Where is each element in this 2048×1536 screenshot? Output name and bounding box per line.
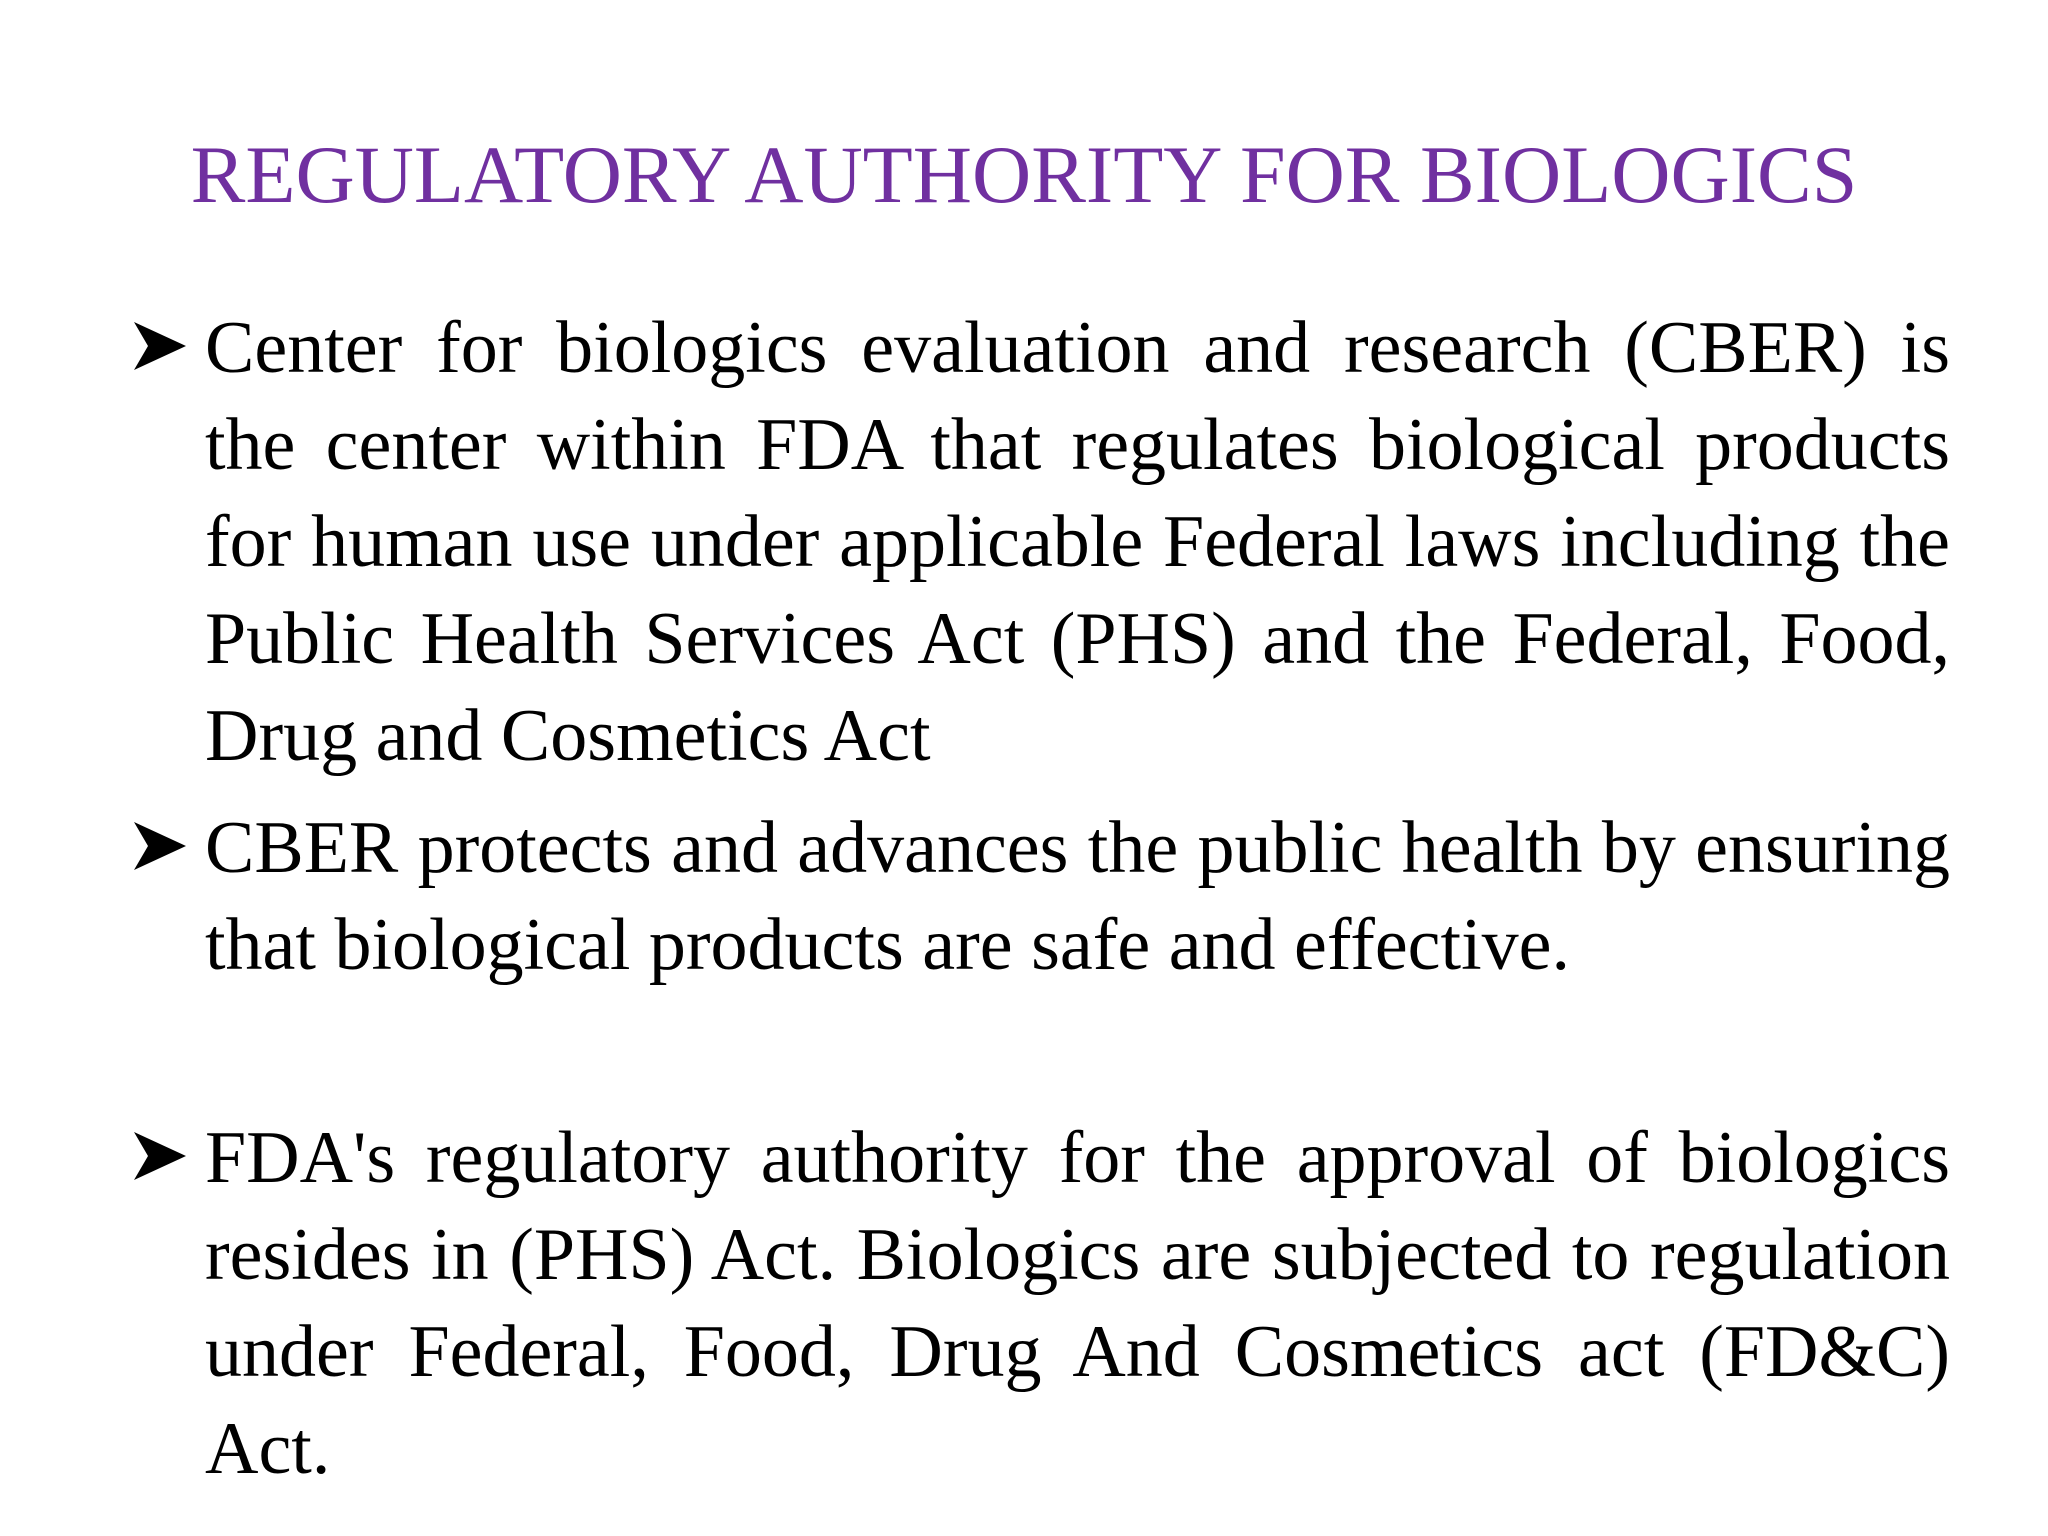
arrow-bullet-icon (128, 814, 192, 878)
bullet-text: Center for biologics evaluation and research (CBER) is the center within FDA that regulates biological products for human use under applicable Federal laws including the Public Health Services Act (PHS) and the Federal, Food, Drug and Cosmetics Act (205, 307, 1950, 777)
arrow-bullet-icon (128, 1124, 192, 1188)
slide-title: REGULATORY AUTHORITY FOR BIOLOGICS (190, 129, 1858, 220)
bullet-text: FDA's regulatory authority for the approval of biologics resides in (PHS) Act. Biologics are subjected to regulation under Federal, Food, Drug And Cosmetics act (FD&C) Act. (205, 1117, 1950, 1490)
arrow-bullet-icon (128, 314, 192, 378)
bullet-text: CBER protects and advances the public health by ensuring that biological products are safe and effective. (205, 807, 1950, 986)
